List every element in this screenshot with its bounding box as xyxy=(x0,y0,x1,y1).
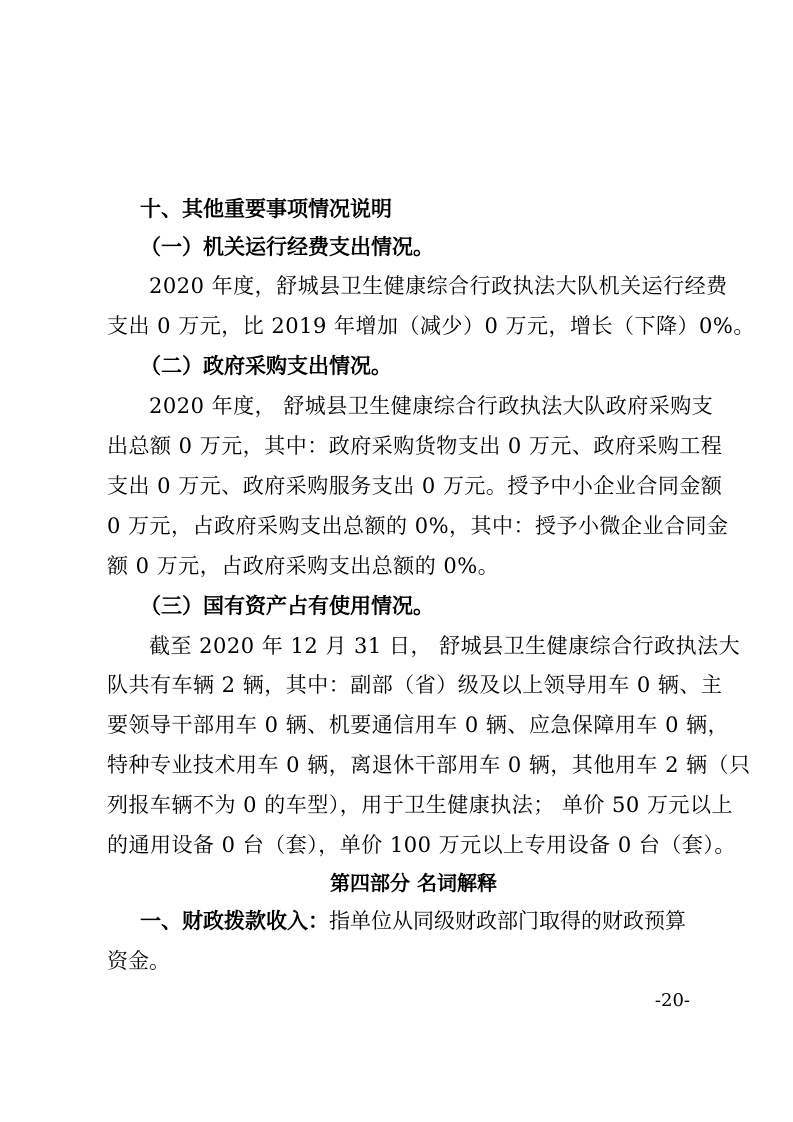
paragraph-line: 截至 2020 年 12 月 31 日， 舒城县卫生健康综合行政执法大 xyxy=(149,634,741,658)
paragraph-line: 队共有车辆 2 辆，其中：副部（省）级及以上领导用车 0 辆、主 xyxy=(107,673,723,697)
paragraph-line: 的通用设备 0 台（套），单价 100 万元以上专用设备 0 台（套）。 xyxy=(107,833,736,857)
section-title: 十、其他重要事项情况说明 xyxy=(140,197,392,221)
page-number: -20- xyxy=(654,990,690,1011)
subheading-2: （二）政府采购支出情况。 xyxy=(140,354,392,378)
paragraph-line: 2020 年度，舒城县卫生健康综合行政执法大队机关运行经费 xyxy=(149,274,728,298)
subheading-1: （一）机关运行经费支出情况。 xyxy=(140,235,434,259)
paragraph-line: 支出 0 万元，比 2019 年增加（减少）0 万元，增长（下降）0%。 xyxy=(107,314,755,338)
paragraph-line: 要领导干部用车 0 辆、机要通信用车 0 辆、应急保障用车 0 辆， xyxy=(107,713,730,737)
definition-line xyxy=(140,905,686,937)
paragraph-line: 2020 年度， 舒城县卫生健康综合行政执法大队政府采购支 xyxy=(149,394,714,418)
subheading-3: （三）国有资产占有使用情况。 xyxy=(140,594,434,618)
paragraph-line: 特种专业技术用车 0 辆，离退休干部用车 0 辆，其他用车 2 辆（只 xyxy=(107,753,751,777)
definition-text: 指单位从同级财政部门取得的财政预算 xyxy=(329,909,686,933)
paragraph-line: 出总额 0 万元，其中：政府采购货物支出 0 万元、政府采购工程 xyxy=(107,434,723,458)
part-title: 第四部分 名词解释 xyxy=(330,871,497,895)
paragraph-line: 列报车辆不为 0 的车型），用于卫生健康执法； 单价 50 万元以上 xyxy=(107,793,733,817)
paragraph-line: 0 万元，占政府采购支出总额的 0%，其中：授予小微企业合同金 xyxy=(107,514,729,538)
definition-term: 一、财政拨款收入： xyxy=(140,909,329,933)
paragraph-line: 额 0 万元，占政府采购支出总额的 0%。 xyxy=(107,554,500,578)
paragraph-line: 支出 0 万元、政府采购服务支出 0 万元。授予中小企业合同金额 xyxy=(107,474,723,498)
definition-continuation: 资金。 xyxy=(107,949,170,973)
